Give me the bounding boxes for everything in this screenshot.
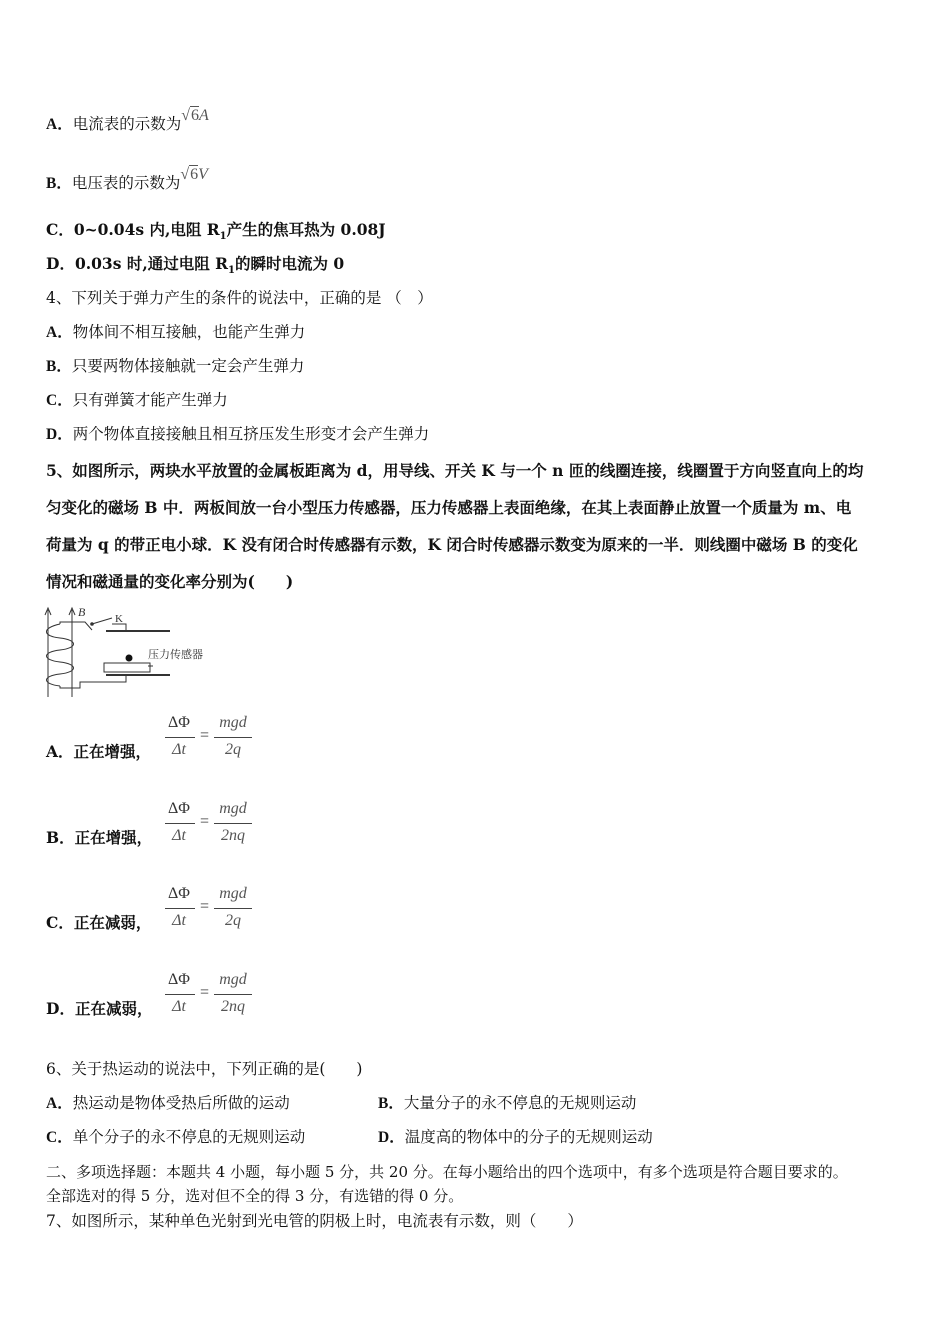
q5-option-c: C．正在减弱，	[46, 913, 152, 932]
q4-option-d: D．两个物体直接接触且相互挤压发生形变才会产生弹力	[46, 425, 430, 443]
q5-circuit-figure	[40, 602, 230, 702]
q5-option-a: A．正在增强，	[46, 742, 152, 761]
q6-option-c: C．单个分子的永不停息的无规则运动	[46, 1128, 306, 1146]
q4-option-c: C．只有弹簧才能产生弹力	[46, 391, 228, 409]
q6-stem: 6、关于热运动的说法中，下列正确的是( )	[46, 1060, 363, 1078]
figure-label-b: B	[78, 605, 86, 619]
q6-option-b: B．大量分子的永不停息的无规则运动	[378, 1094, 637, 1112]
q5-stem-line-3: 荷量为 q 的带正电小球．K 没有闭合时传感器有示数，K 闭合时传感器示数变为原来的一半．则线圈中磁场 B 的变化	[46, 535, 858, 554]
figure-label-sensor: 压力传感器	[148, 648, 203, 661]
q3-option-c: C．0~0.04s 内,电阻 $R_1$产生的焦耳热为 0.08J	[46, 220, 386, 243]
q6-option-a: A．热运动是物体受热后所做的运动	[46, 1094, 290, 1112]
q3-option-a-math: √6A	[181, 107, 209, 124]
q6-option-d: D．温度高的物体中的分子的无规则运动	[378, 1128, 653, 1146]
q5-option-b: B．正在增强，	[46, 828, 153, 847]
q5-option-d-formula: ΔΦ Δt = mgd 2nq	[164, 971, 254, 1021]
q3-option-b: B．电压表的示数为√6V	[46, 166, 208, 192]
q3-option-a: A．电流表的示数为√6A	[46, 107, 209, 133]
section2-heading-line-1: 二、多项选择题：本题共 4 小题，每小题 5 分，共 20 分。在每小题给出的四个选项中，有多个选项是符合题目要求的。	[46, 1163, 848, 1181]
q5-option-d: D．正在减弱，	[46, 999, 153, 1018]
q5-stem-line-2: 匀变化的磁场 B 中．两板间放一台小型压力传感器，压力传感器上表面绝缘，在其上表面静止放置一个质量为 m、电	[46, 498, 852, 517]
q4-stem: 4、下列关于弹力产生的条件的说法中，正确的是 （ ）	[46, 289, 433, 307]
section2-heading-line-2: 全部选对的得 5 分，选对但不全的得 3 分，有选错的得 0 分。	[46, 1187, 464, 1205]
q7-stem: 7、如图所示，某种单色光射到光电管的阴极上时，电流表有示数，则（ ）	[46, 1212, 583, 1230]
q5-option-a-formula: ΔΦ Δt = mgd 2q	[164, 714, 254, 764]
q4-option-a: A．物体间不相互接触，也能产生弹力	[46, 323, 306, 341]
q4-option-b: B．只要两物体接触就一定会产生弹力	[46, 357, 305, 375]
q3-option-b-math: √6V	[180, 166, 208, 183]
q3-option-d: D．0.03s 时,通过电阻 $R_1$的瞬时电流为 0	[46, 254, 345, 277]
figure-label-k: K	[115, 613, 123, 625]
q5-option-c-formula: ΔΦ Δt = mgd 2q	[164, 885, 254, 935]
q5-stem-line-1: 5、如图所示，两块水平放置的金属板距离为 d，用导线、开关 K 与一个 n 匝的线圈连接，线圈置于方向竖直向上的均	[46, 461, 864, 480]
q5-stem-line-4: 情况和磁通量的变化率分别为( )	[46, 572, 294, 591]
q5-option-b-formula: ΔΦ Δt = mgd 2nq	[164, 800, 254, 850]
